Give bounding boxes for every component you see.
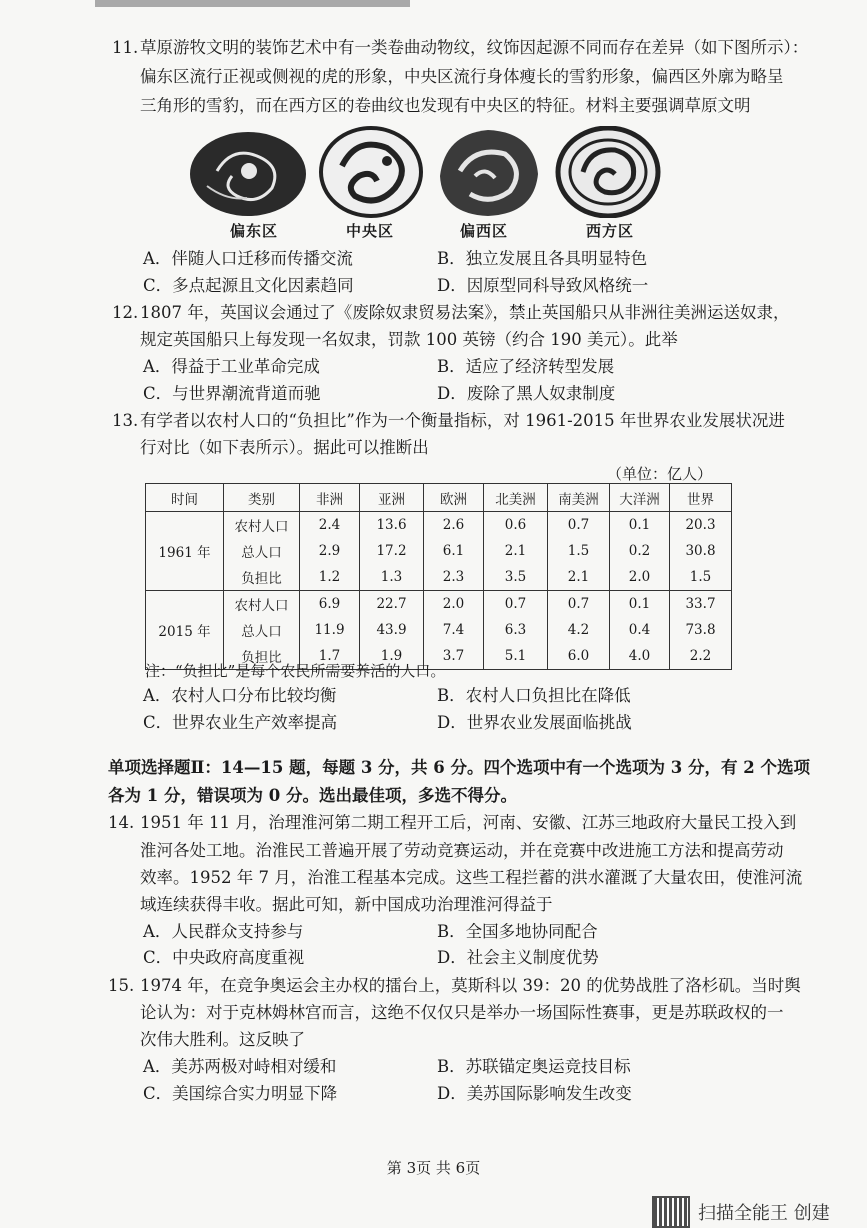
q15-option-b[interactable]: B．苏联锚定奥运竞技目标 — [437, 1057, 631, 1076]
table-value-cell: 2.3 — [424, 564, 484, 591]
section2-line-2: 各为 1 分，错误项为 0 分。选出最佳项，多选不得分。 — [108, 786, 517, 805]
qr-code-icon — [652, 1196, 690, 1228]
table-value-cell: 1.7 — [300, 643, 360, 670]
table-value-cell: 2.0 — [610, 564, 670, 591]
table-note: 注：“负担比”是每个农民所需要养活的人口。 — [145, 662, 446, 680]
q15-option-c[interactable]: C．美国综合实力明显下降 — [143, 1084, 338, 1103]
caption-central-zone: 中央区 — [345, 222, 394, 240]
q12-option-b[interactable]: B．适应了经济转型发展 — [437, 357, 615, 376]
table-value-cell: 0.2 — [610, 538, 670, 564]
population-table — [145, 483, 732, 670]
table-value-cell: 0.1 — [610, 512, 670, 539]
table-value-cell: 2.1 — [548, 564, 610, 591]
q15-number: 15. — [108, 976, 135, 995]
table-value-cell: 0.1 — [610, 591, 670, 618]
header-north-america: 北美洲 — [484, 484, 548, 512]
table-value-cell: 73.8 — [670, 617, 732, 643]
caption-western-zone: 西方区 — [585, 222, 634, 240]
q13-line-1: 有学者以农村人口的“负担比”作为一个衡量指标，对 1961-2015 年世界农业发展状况进 — [140, 411, 785, 430]
table-value-cell: 13.6 — [360, 512, 424, 539]
table-header-row — [146, 484, 732, 512]
q11-line-2: 偏东区流行正视或侧视的虎的形象，中央区流行身体瘦长的雪豹形象，偏西区外廓为略呈 — [140, 67, 784, 86]
q15-line-2: 论认为：对于克林姆林宫而言，这绝不仅仅只是举办一场国际性赛事，更是苏联政权的一 — [140, 1003, 784, 1022]
q11-option-c[interactable]: C．多点起源且文化因素趋同 — [143, 276, 354, 295]
scanner-watermark — [652, 1196, 830, 1228]
q11-line-1: 草原游牧文明的装饰艺术中有一类卷曲动物纹，纹饰因起源不同而存在差异（如下图所示）： — [140, 38, 809, 57]
q13-option-a[interactable]: A．农村人口分布比较均衡 — [143, 686, 337, 705]
table-category-cell: 农村人口 — [224, 512, 300, 539]
table-value-cell: 30.8 — [670, 538, 732, 564]
header-category: 类别 — [224, 484, 300, 512]
q14-line-2: 淮河各处工地。治淮民工普遍开展了劳动竞赛运动，并在竞赛中改进施工方法和提高劳动 — [140, 841, 784, 860]
header-world: 世界 — [670, 484, 732, 512]
top-edge-artifact — [95, 0, 410, 7]
east-zone-ornament-image — [187, 126, 309, 218]
table-category-cell: 负担比 — [224, 643, 300, 670]
q13-line-2: 行对比（如下表所示）。据此可以推断出 — [140, 438, 429, 457]
table-value-cell: 1.2 — [300, 564, 360, 591]
q15-option-d[interactable]: D．美苏国际影响发生改变 — [437, 1084, 632, 1103]
q14-option-d[interactable]: D．社会主义制度优势 — [437, 948, 599, 967]
table-year-cell: 2015 年 — [146, 591, 224, 670]
q14-option-c[interactable]: C．中央政府高度重视 — [143, 948, 305, 967]
table-value-cell: 1.9 — [360, 643, 424, 670]
table-value-cell: 2.4 — [300, 512, 360, 539]
table-value-cell: 2.1 — [484, 538, 548, 564]
table-value-cell: 1.5 — [670, 564, 732, 591]
q14-line-1: 1951 年 11 月，治理淮河第二期工程开工后，河南、安徽、江苏三地政府大量民工投入到 — [140, 813, 797, 832]
q11-option-b[interactable]: B．独立发展且各具明显特色 — [437, 249, 648, 268]
table-category-cell: 总人口 — [224, 617, 300, 643]
table-value-cell: 2.0 — [424, 591, 484, 618]
header-oceania: 大洋洲 — [610, 484, 670, 512]
q11-option-d[interactable]: D．因原型同科导致风格统一 — [437, 276, 649, 295]
table-value-cell: 0.7 — [548, 512, 610, 539]
q12-line-1: 1807 年，英国议会通过了《废除奴隶贸易法案》，禁止英国船只从非洲往美洲运送奴隶， — [140, 303, 790, 322]
table-value-cell: 3.5 — [484, 564, 548, 591]
table-value-cell: 1.3 — [360, 564, 424, 591]
table-unit-label: （单位：亿人） — [607, 465, 713, 483]
q11-number: 11. — [112, 38, 139, 57]
table-value-cell: 6.9 — [300, 591, 360, 618]
section2-line-1: 单项选择题Ⅱ：14—15 题，每题 3 分，共 6 分。四个选项中有一个选项为 3 分，有 2 个选项 — [108, 758, 810, 777]
q13-number: 13. — [112, 411, 139, 430]
caption-west-zone: 偏西区 — [459, 222, 508, 240]
table-value-cell: 20.3 — [670, 512, 732, 539]
header-asia: 亚洲 — [360, 484, 424, 512]
table-value-cell: 6.1 — [424, 538, 484, 564]
table-value-cell: 1.5 — [548, 538, 610, 564]
header-europe: 欧洲 — [424, 484, 484, 512]
q14-option-b[interactable]: B．全国多地协同配合 — [437, 922, 598, 941]
q11-option-a[interactable]: A．伴随人口迁移而传播交流 — [143, 249, 353, 268]
q12-number: 12. — [112, 303, 139, 322]
q14-option-a[interactable]: A．人民群众支持参与 — [143, 922, 304, 941]
q13-option-d[interactable]: D．世界农业发展面临挑战 — [437, 713, 632, 732]
caption-east-zone: 偏东区 — [229, 222, 278, 240]
table-value-cell: 6.0 — [548, 643, 610, 670]
table-value-cell: 5.1 — [484, 643, 548, 670]
header-south-america: 南美洲 — [548, 484, 610, 512]
table-value-cell: 3.7 — [424, 643, 484, 670]
table-value-cell: 7.4 — [424, 617, 484, 643]
table-row — [146, 591, 732, 618]
table-value-cell: 17.2 — [360, 538, 424, 564]
table-value-cell: 22.7 — [360, 591, 424, 618]
table-value-cell: 4.0 — [610, 643, 670, 670]
table-value-cell: 0.4 — [610, 617, 670, 643]
table-value-cell: 0.7 — [548, 591, 610, 618]
q15-line-1: 1974 年，在竞争奥运会主办权的擂台上，莫斯科以 39：20 的优势战胜了洛杉矶。当时舆 — [140, 976, 801, 995]
table-category-cell: 农村人口 — [224, 591, 300, 618]
table-value-cell: 6.3 — [484, 617, 548, 643]
q14-line-3: 效率。1952 年 7 月，治淮工程基本完成。这些工程拦蓄的洪水灌溉了大量农田，使淮河流 — [140, 868, 803, 887]
scanner-watermark-text: 扫描全能王 创建 — [698, 1203, 830, 1224]
q13-option-c[interactable]: C．世界农业生产效率提高 — [143, 713, 338, 732]
header-time: 时间 — [146, 484, 224, 512]
table-value-cell: 4.2 — [548, 617, 610, 643]
table-row — [146, 512, 732, 539]
table-value-cell: 2.2 — [670, 643, 732, 670]
table-value-cell: 2.6 — [424, 512, 484, 539]
q13-option-b[interactable]: B．农村人口负担比在降低 — [437, 686, 631, 705]
table-year-cell: 1961 年 — [146, 512, 224, 591]
table-row — [146, 538, 732, 564]
table-value-cell: 33.7 — [670, 591, 732, 618]
table-row — [146, 564, 732, 591]
table-value-cell: 0.6 — [484, 512, 548, 539]
central-zone-ornament-image — [317, 126, 425, 218]
western-zone-ornament-image — [555, 126, 661, 218]
q14-line-4: 域连续获得丰收。据此可知，新中国成功治理淮河得益于 — [140, 895, 553, 914]
q12-option-a[interactable]: A．得益于工业革命完成 — [143, 357, 320, 376]
table-value-cell: 43.9 — [360, 617, 424, 643]
q15-line-3: 次伟大胜利。这反映了 — [140, 1030, 305, 1049]
q12-line-2: 规定英国船只上每发现一名奴隶，罚款 100 英镑（约合 190 美元）。此举 — [140, 330, 678, 349]
header-africa: 非洲 — [300, 484, 360, 512]
west-zone-ornament-image — [430, 126, 544, 218]
q12-option-d[interactable]: D．废除了黑人奴隶制度 — [437, 384, 616, 403]
table-row — [146, 617, 732, 643]
page-footer: 第 3页 共 6页 — [386, 1159, 481, 1177]
table-value-cell: 11.9 — [300, 617, 360, 643]
table-value-cell: 2.9 — [300, 538, 360, 564]
q11-line-3: 三角形的雪豹，而在西方区的卷曲纹也发现有中央区的特征。材料主要强调草原文明 — [140, 96, 751, 115]
table-category-cell: 总人口 — [224, 538, 300, 564]
table-value-cell: 0.7 — [484, 591, 548, 618]
q15-option-a[interactable]: A．美苏两极对峙相对缓和 — [143, 1057, 337, 1076]
q12-option-c[interactable]: C．与世界潮流背道而驰 — [143, 384, 321, 403]
q14-number: 14. — [108, 813, 135, 832]
table-category-cell: 负担比 — [224, 564, 300, 591]
